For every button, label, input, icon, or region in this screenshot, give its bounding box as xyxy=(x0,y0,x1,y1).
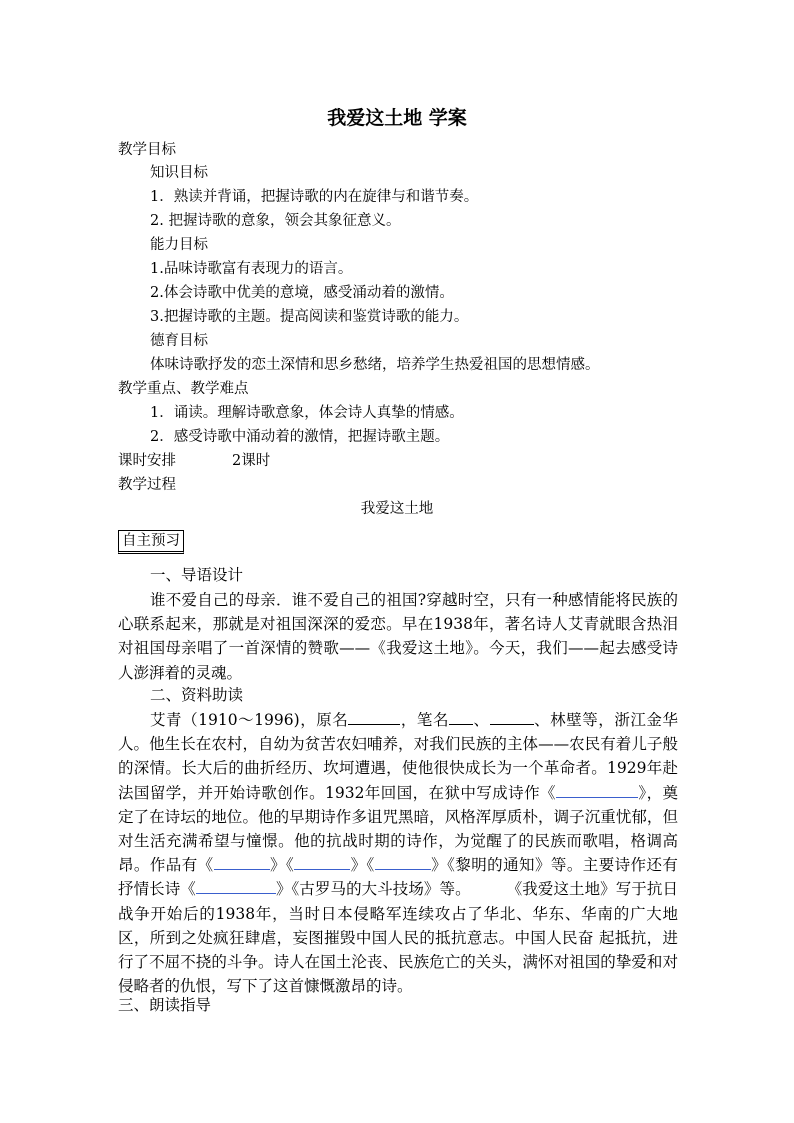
blank-work-2[interactable] xyxy=(294,855,350,870)
material-heading: 二、资料助读 xyxy=(150,686,244,704)
schedule-line xyxy=(118,450,270,472)
focus-heading: 教学重点、教学难点 xyxy=(118,381,249,397)
knowledge-item: 1．熟读并背诵，把握诗歌的内在旋律与和谐节奏。 xyxy=(150,189,479,205)
goals-heading: 教学目标 xyxy=(118,142,176,158)
intro-heading: 一、导语设计 xyxy=(150,566,244,584)
moral-text: 体味诗歌抒发的恋土深情和思乡愁绪，培养学生热爱祖国的思想情感。 xyxy=(150,357,600,373)
ability-item: 3.把握诗歌的主题。提高阅读和鉴赏诗歌的能力。 xyxy=(150,309,469,325)
ability-item: 1.品味诗歌富有表现力的语言。 xyxy=(150,261,353,277)
schedule-value: 2课时 xyxy=(232,453,271,469)
preview-box: 自主预习 xyxy=(118,530,184,554)
ability-heading: 能力目标 xyxy=(150,237,208,253)
schedule-label: 课时安排 xyxy=(118,453,176,469)
material-paragraph: 艾青（1910～1996)，原名 ，笔名 、 、林壁等，浙江金华人。他生长在农村，自幼为贫苦农妇哺养，对我们民族的主体——农民有着儿子般的深情。长大后的曲折经历、坎坷遭遇，使他很快成长为一个革命者。1929年赴法国留学，并开始诗歌创作。1932年回国，在狱中写成诗作《 》，奠定了在诗坛的地位。他的早期诗作多诅咒黑暗，风格浑厚质朴，调子沉重忧郁，但对生活充满希望与憧憬。他的抗战时期的诗作，为觉醒了的民族而歌唱，格调高昂。作品有《 》《 》《 》《黎明的通知》等。主要诗作还有抒情长诗《 》《古罗马的大斗技场》等。 《我爱这土地》写于抗日战争开始后的1938年，当时日本侵略军连续攻占了华北、华东、华南的广大地区，所到之处疯狂肆虐，妄图摧毁中国人民的抵抗意志。中国人民奋 起抵抗，进行了不屈不挠的斗争。诗人在国土沦丧、民族危亡的关头，满怀对祖国的挚爱和对侵略者的仇恨，写下了这首慷慨激昂的诗。 xyxy=(118,711,678,996)
blank-work-3[interactable] xyxy=(375,855,431,870)
blank-pen-name-1[interactable] xyxy=(449,710,473,725)
knowledge-item: 2. 把握诗歌的意象，领会其象征意义。 xyxy=(150,213,401,229)
process-heading: 教学过程 xyxy=(118,477,176,493)
blank-original-name[interactable] xyxy=(348,710,400,725)
focus-item: 1．诵读。理解诗歌意象，体会诗人真挚的情感。 xyxy=(150,405,464,421)
poem-title: 我爱这土地 xyxy=(360,501,434,517)
blank-pen-name-2[interactable] xyxy=(490,710,534,725)
blank-long-poem[interactable] xyxy=(196,879,276,894)
reading-heading: 三、朗读指导 xyxy=(118,996,212,1014)
focus-item: 2．感受诗歌中涌动着的激情，把握诗歌主题。 xyxy=(150,429,450,445)
blank-prison-poem[interactable] xyxy=(556,783,638,798)
knowledge-heading: 知识目标 xyxy=(150,165,208,181)
blank-work-1[interactable] xyxy=(214,855,270,870)
moral-heading: 德育目标 xyxy=(150,333,208,349)
ability-item: 2.体会诗歌中优美的意境，感受涌动着的激情。 xyxy=(150,285,454,301)
intro-paragraph: 谁不爱自己的母亲．谁不爱自己的祖国?穿越时空，只有一种感情能将民族的心联系起来，那就是对祖国深深的爱恋。早在1938年，著名诗人艾青就眼含热泪对祖国母亲唱了一首深情的赞歌——《我爱这土地》。今天，我们——起去感受诗人澎湃着的灵魂。 xyxy=(118,591,678,682)
page-title: 我爱这土地 学案 xyxy=(327,107,467,129)
